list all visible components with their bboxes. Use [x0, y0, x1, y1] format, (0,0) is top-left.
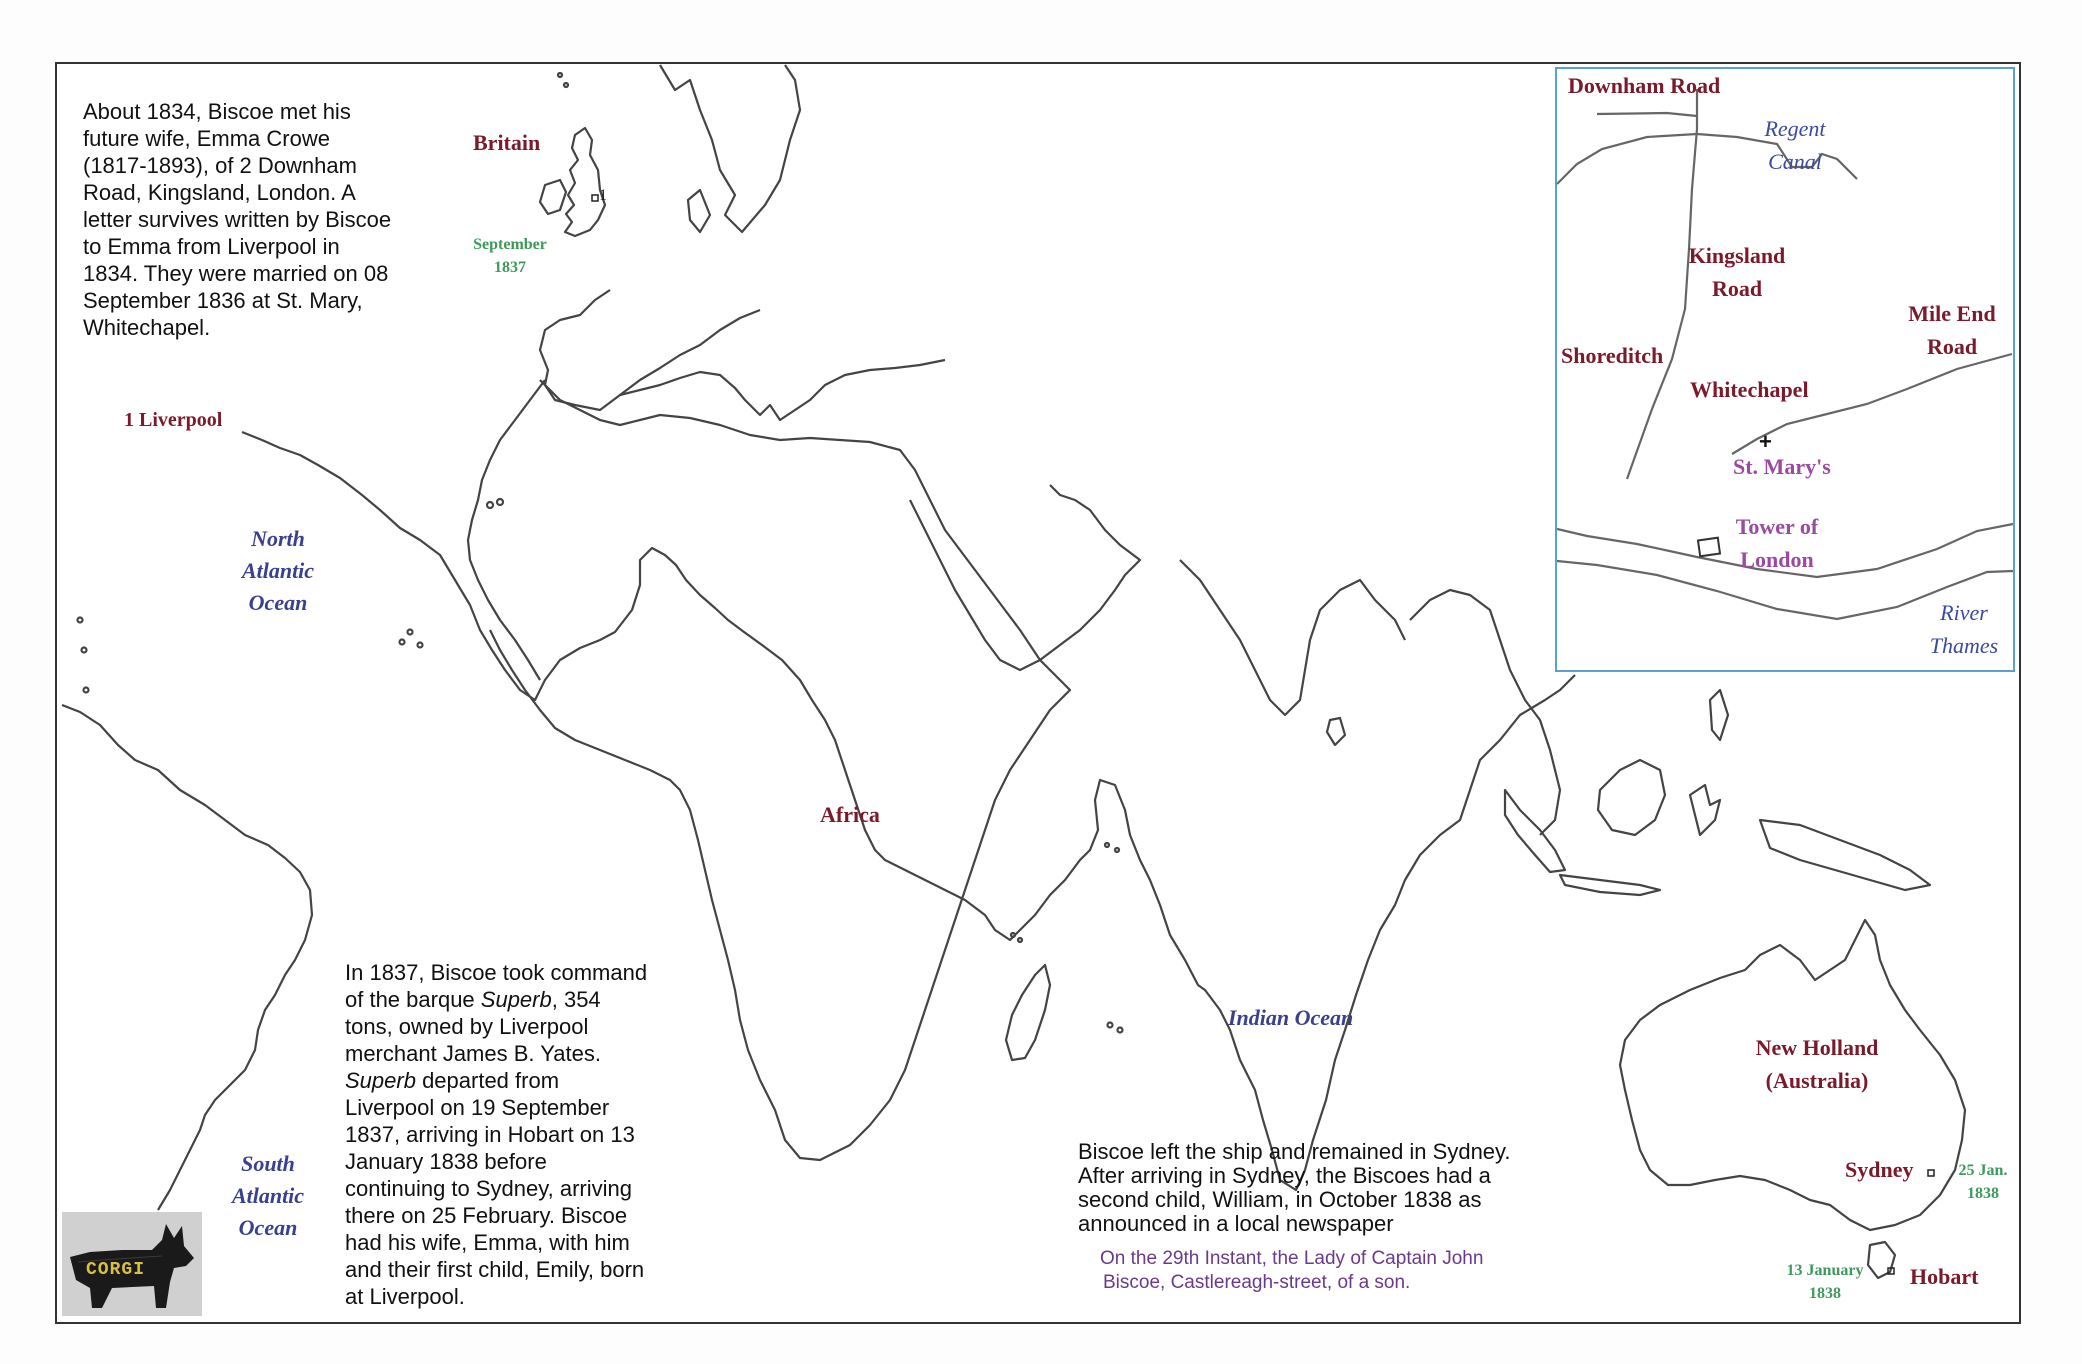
- inset-st-marys: St. Mary's: [1733, 454, 1831, 479]
- new-guinea-outline: [1760, 820, 1930, 890]
- canary-island: [497, 499, 503, 505]
- label-sydney: Sydney: [1845, 1157, 1914, 1182]
- ocean-line: Atlantic: [241, 558, 315, 583]
- inset-line: Mile End: [1908, 301, 1996, 326]
- ocean-line: North: [251, 526, 305, 551]
- britain-outline: [565, 128, 605, 236]
- voyage-note-line: [345, 986, 647, 1013]
- label-indian-ocean: Indian Ocean: [1228, 1005, 1354, 1030]
- intro-note: [83, 98, 391, 341]
- inset-whitechapel: Whitechapel: [1690, 377, 1809, 402]
- maldive-island: [1115, 848, 1119, 852]
- inset-line: River: [1940, 600, 1988, 625]
- voyage-text: at Liverpool.: [345, 1284, 465, 1309]
- maldive-island: [1105, 843, 1109, 847]
- voyage-note-line: [345, 959, 647, 986]
- new-holland-line: New Holland: [1755, 1035, 1879, 1060]
- voyage-note: [345, 959, 647, 1310]
- ireland-outline: [540, 180, 566, 214]
- inset-line: London: [1740, 547, 1814, 572]
- cape-verde-island: [400, 640, 405, 645]
- voyage-note-line: [345, 1148, 647, 1175]
- philippines-outline: [1710, 690, 1728, 740]
- voyage-note-line: [345, 1256, 647, 1283]
- voyage-text: merchant James B. Yates.: [345, 1041, 601, 1066]
- voyage-text: and their first child, Emily, born: [345, 1257, 645, 1282]
- st-marys-church-marker: +: [1759, 429, 1772, 454]
- tower-of-london-icon: [1698, 538, 1720, 557]
- svalbard-island: [558, 73, 562, 77]
- voyage-note-line: [345, 1202, 647, 1229]
- intro-note-line: future wife, Emma Crowe: [83, 126, 330, 151]
- label-britain: Britain: [473, 130, 541, 155]
- date-line: September: [473, 236, 547, 253]
- cape-verde-island: [418, 643, 423, 648]
- southeast-asia-outline: [1410, 590, 1560, 835]
- newspaper-quote: [1100, 1247, 1483, 1295]
- label-liverpool-marker: 1 Liverpool: [124, 409, 223, 431]
- inset-line: Kingsland: [1688, 243, 1786, 268]
- liverpool-map-number: 1: [599, 187, 607, 204]
- label-north-atlantic: [228, 523, 328, 619]
- sumatra-outline: [1505, 790, 1565, 872]
- intro-note-line: Whitechapel.: [83, 315, 211, 340]
- date-line: 1837: [494, 259, 526, 276]
- sydney-note-line: Biscoe left the ship and remained in Sydney.: [1078, 1139, 1511, 1164]
- new-holland-line: (Australia): [1765, 1068, 1869, 1093]
- scandinavia-outline: [660, 65, 800, 232]
- quote-line: On the 29th Instant, the Lady of Captain John: [1100, 1248, 1484, 1269]
- inset-line: Canal: [1768, 149, 1822, 174]
- downham-road-line: [1597, 113, 1697, 116]
- seychelles-island: [1018, 938, 1022, 942]
- inset-line: Regent: [1764, 116, 1826, 141]
- voyage-text: January 1838 before: [345, 1149, 547, 1174]
- london-inset-map: [1555, 67, 2015, 672]
- voyage-note-line: [345, 1283, 647, 1310]
- date-line: 13 January: [1786, 1262, 1864, 1279]
- inset-mile-end-road: [1897, 297, 2007, 363]
- date-25-jan-1838: [1943, 1159, 2023, 1205]
- corgi-logo-text: CORGI: [86, 1260, 146, 1280]
- red-sea-arabia-outline: [910, 485, 1140, 670]
- south-america-outline: [62, 705, 312, 1210]
- mediterranean-north-outline: [620, 360, 945, 420]
- intro-note-line: (1817-1893), of 2 Downham: [83, 153, 357, 178]
- africa-west-outline: [468, 380, 545, 680]
- ocean-line: Ocean: [238, 1215, 298, 1240]
- western-europe-outline: [540, 290, 760, 410]
- intro-note-line: About 1834, Biscoe met his: [83, 99, 351, 124]
- voyage-text: of the barque: [345, 987, 481, 1012]
- label-new-holland: [1722, 1031, 1912, 1097]
- quote-line: Biscoe, Castlereagh-street, of a son.: [1103, 1272, 1411, 1293]
- sulawesi-outline: [1690, 785, 1720, 835]
- mascarene-island: [1118, 1028, 1123, 1033]
- inset-tower-of-london: [1722, 510, 1832, 576]
- sydney-note-line: After arriving in Sydney, the Biscoes had a: [1078, 1163, 1491, 1188]
- date-13-january-1838: [1775, 1259, 1875, 1305]
- voyage-note-line: [345, 1067, 647, 1094]
- sydney-note-line: second child, William, in October 1838 as: [1078, 1187, 1482, 1212]
- inset-line: Thames: [1929, 633, 1999, 658]
- azores-island: [78, 618, 83, 623]
- inset-line: Road: [1711, 276, 1763, 301]
- madagascar-outline: [1006, 965, 1050, 1060]
- corgi-logo: [62, 1212, 202, 1316]
- voyage-text: departed from: [415, 1068, 560, 1093]
- denmark-outline: [688, 190, 710, 232]
- intro-note-line: to Emma from Liverpool in: [83, 234, 340, 259]
- inset-river-thames: [1919, 596, 2009, 662]
- canary-island: [487, 502, 493, 508]
- java-outline: [1560, 875, 1660, 895]
- azores-island: [84, 688, 89, 693]
- voyage-text: there on 25 February. Biscoe: [345, 1203, 628, 1228]
- voyage-text: In 1837, Biscoe took command: [345, 960, 648, 985]
- voyage-text: Liverpool on 19 September: [345, 1095, 610, 1120]
- ship-name-superb: Superb: [480, 987, 552, 1012]
- inset-shoreditch: Shoreditch: [1561, 343, 1664, 368]
- ship-name-superb: Superb: [345, 1068, 416, 1093]
- voyage-text: tons, owned by Liverpool: [345, 1014, 589, 1039]
- cape-verde-island: [408, 630, 413, 635]
- date-line: 1838: [1809, 1285, 1841, 1302]
- voyage-text: continuing to Sydney, arriving: [345, 1176, 632, 1201]
- voyage-note-line: [345, 1013, 647, 1040]
- label-africa: Africa: [820, 802, 880, 827]
- voyage-note-line: [345, 1040, 647, 1067]
- voyage-note-line: [345, 1094, 647, 1121]
- voyage-note-line: [345, 1121, 647, 1148]
- date-september-1837: [460, 233, 560, 279]
- borneo-outline: [1598, 760, 1665, 835]
- sydney-note-line: announced in a local newspaper: [1078, 1211, 1394, 1236]
- mascarene-island: [1108, 1023, 1113, 1028]
- voyage-text: , 354: [551, 987, 601, 1012]
- intro-note-line: Road, Kingsland, London. A: [83, 180, 356, 205]
- ocean-line: South: [241, 1151, 295, 1176]
- ocean-line: Ocean: [248, 590, 308, 615]
- ocean-line: Atlantic: [231, 1183, 305, 1208]
- seychelles-island: [1011, 933, 1015, 937]
- label-south-atlantic: [218, 1148, 318, 1244]
- azores-island: [82, 648, 87, 653]
- voyage-note-line: [345, 1175, 647, 1202]
- india-outline: [1180, 560, 1405, 715]
- inset-line: Tower of: [1735, 514, 1819, 539]
- voyage-text: 1837, arriving in Hobart on 13: [345, 1122, 635, 1147]
- intro-note-line: 1834. They were married on 08: [83, 261, 389, 286]
- date-line: 25 Jan.: [1958, 1162, 2008, 1179]
- intro-note-line: letter survives written by Biscoe: [83, 207, 392, 232]
- voyage-text: had his wife, Emma, with him: [345, 1230, 630, 1255]
- inset-kingsland-road: [1672, 239, 1802, 305]
- inset-line: Road: [1926, 334, 1978, 359]
- inset-downham-road: Downham Road: [1568, 73, 1721, 98]
- label-hobart: Hobart: [1910, 1264, 1979, 1289]
- intro-note-line: September 1836 at St. Mary,: [83, 288, 363, 313]
- date-line: 1838: [1967, 1185, 1999, 1202]
- svalbard-island: [564, 83, 568, 87]
- inset-regent-canal: [1755, 112, 1835, 178]
- sri-lanka-outline: [1327, 718, 1345, 745]
- sydney-marker-box: [1928, 1170, 1934, 1176]
- sydney-note: [1078, 1140, 1511, 1236]
- voyage-note-line: [345, 1229, 647, 1256]
- liverpool-marker-box: [592, 195, 598, 201]
